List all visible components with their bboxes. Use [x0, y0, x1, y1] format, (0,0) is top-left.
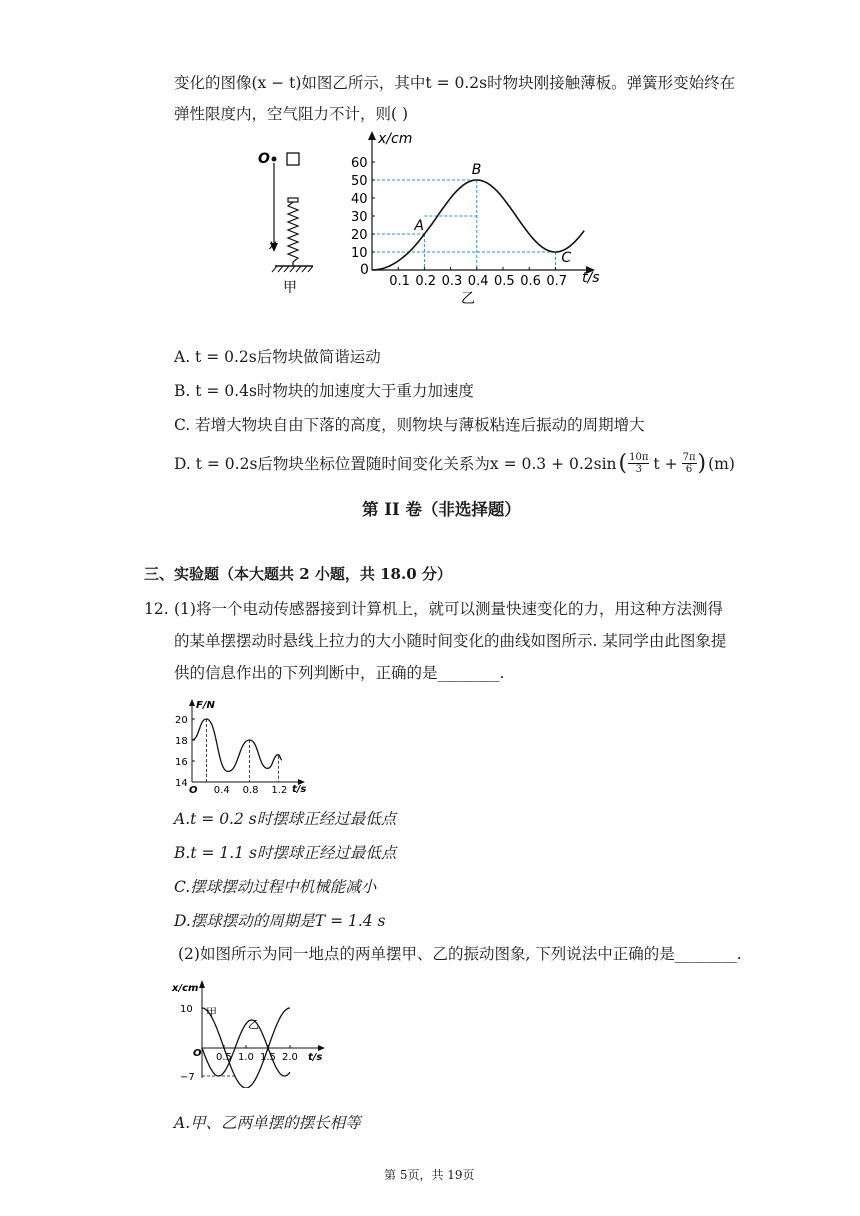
x-tick-label: 1.2 — [271, 785, 288, 796]
figure-yi-chart — [340, 128, 610, 308]
volume-title: 第 II 卷（非选择题） — [362, 500, 521, 519]
figure-force-chart — [170, 698, 315, 798]
figure-pendulum-chart — [170, 978, 335, 1088]
point-c-label: C — [561, 250, 572, 266]
series-yi-label: 乙 — [248, 1018, 259, 1031]
y-tick-label: 10 — [180, 1004, 193, 1015]
x-axis-label: t/s — [582, 270, 600, 286]
q12-p1-line1: (1)将一个电动传感器接到计算机上，就可以测量快速变化的力，用这种方法测得 — [174, 600, 723, 618]
point-b-label: B — [471, 162, 482, 178]
y-tick-label: 14 — [175, 778, 188, 789]
figure-jia-label: 甲 — [283, 280, 297, 296]
q11-option-a: A. t = 0.2s后物块做简谐运动 — [174, 348, 381, 366]
force-curve — [192, 719, 282, 772]
q11-option-d: D. t = 0.2s后物块坐标位置随时间变化关系为x = 0.3 + 0.2sin ( 10π 3 t + $\frac{7\pi}{6}$ ) (m) — [174, 450, 735, 476]
y-tick-label: 10 — [351, 246, 368, 261]
figure-jia-spring — [255, 145, 325, 300]
origin-label: 0 — [360, 262, 369, 278]
q12-p2-line1: (2)如图所示为同一地点的两单摆甲、乙的振动图象, 下列说法中正确的是________. — [178, 945, 742, 963]
x-tick-label: 2.0 — [282, 1052, 298, 1063]
x-axis-label: t/s — [308, 1052, 323, 1063]
y-axis-label: F/N — [196, 700, 215, 711]
y-axis-label: x/cm — [378, 131, 413, 147]
x-axis-label: x — [269, 238, 277, 253]
y-tick-label: 20 — [175, 715, 188, 726]
point-a-label: A — [414, 218, 424, 234]
x-tick-label: 0.6 — [520, 274, 541, 289]
page-footer: 第 5页，共 19页 — [384, 1168, 475, 1182]
x-tick-label: 0.5 — [494, 274, 515, 289]
x-t-curve — [372, 180, 584, 270]
origin-label: O — [193, 1048, 202, 1059]
q12-p2-opt-a: A.甲、乙两单摆的摆长相等 — [174, 1114, 361, 1132]
x-tick-label: 0.7 — [546, 274, 568, 289]
option-d-prefix: D. t = 0.2s后物块坐标位置随时间变化关系为x = 0.3 + 0.2sin — [174, 454, 617, 473]
x-tick-label: 0.5 — [216, 1052, 232, 1063]
x-tick-label: 1.0 — [238, 1052, 254, 1063]
q12-p1-line3: 供的信息作出的下列判断中，正确的是________. — [174, 664, 505, 682]
spring-icon — [288, 202, 298, 262]
y-tick-label: 20 — [351, 228, 368, 243]
fraction-2: $\frac{7\pi}{6}$ — [682, 452, 696, 475]
x-tick-label: 0.4 — [213, 785, 230, 796]
q12-p1-line2: 的某单摆摆动时悬线上拉力的大小随时间变化的曲线如图所示. 某同学由此图象提 — [174, 632, 727, 650]
figure-yi-label: 乙 — [461, 291, 475, 307]
y-tick-label: −7 — [180, 1072, 195, 1083]
intro-line-1: 变化的图像(x − t)如图乙所示，其中t = 0.2s时物块刚接触薄板。弹簧形变始终在 — [174, 74, 736, 92]
y-tick-label: 18 — [175, 736, 188, 747]
x-tick-label: 0.8 — [242, 785, 259, 796]
y-tick-label: 60 — [351, 156, 368, 171]
x-tick-label: 0.3 — [441, 274, 463, 289]
section-3-title: 三、实验题（本大题共 2 小题，共 18.0 分） — [144, 565, 452, 583]
y-tick-label: 50 — [351, 174, 368, 189]
y-tick-label: 40 — [351, 192, 368, 207]
q11-option-c: C. 若增大物块自由下落的高度，则物块与薄板粘连后振动的周期增大 — [174, 416, 645, 434]
x-tick-label: 1.5 — [260, 1052, 276, 1063]
x-tick-label: 0.1 — [389, 274, 410, 289]
y-axis-label: x/cm — [172, 983, 199, 994]
q11-option-b: B. t = 0.4s时物块的加速度大于重力加速度 — [174, 382, 474, 400]
origin-dot — [272, 157, 277, 162]
thin-plate — [288, 198, 298, 202]
q12-opt-d: D.摆球摆动的周期是T = 1.4 s — [174, 912, 386, 930]
q12-number: 12. — [144, 600, 169, 618]
y-tick-label: 16 — [175, 757, 188, 768]
origin-label: O — [189, 785, 198, 796]
y-tick-label: 30 — [351, 210, 368, 225]
origin-label: O — [258, 151, 270, 167]
intro-line-2: 弹性限度内，空气阻力不计，则( ) — [174, 105, 409, 123]
q12-opt-a: A.t = 0.2 s时摆球正经过最低点 — [174, 810, 397, 828]
x-tick-label: 0.4 — [467, 274, 489, 289]
x-axis-label: t/s — [292, 784, 307, 795]
q12-opt-c: C.摆球摆动过程中机械能减小 — [174, 878, 377, 896]
series-jia-label: 甲 — [206, 1006, 217, 1019]
fraction-1: 10π 3 — [629, 452, 649, 475]
block-icon — [287, 153, 299, 165]
q12-opt-b: B.t = 1.1 s时摆球正经过最低点 — [174, 844, 397, 862]
x-tick-label: 0.2 — [415, 274, 437, 289]
